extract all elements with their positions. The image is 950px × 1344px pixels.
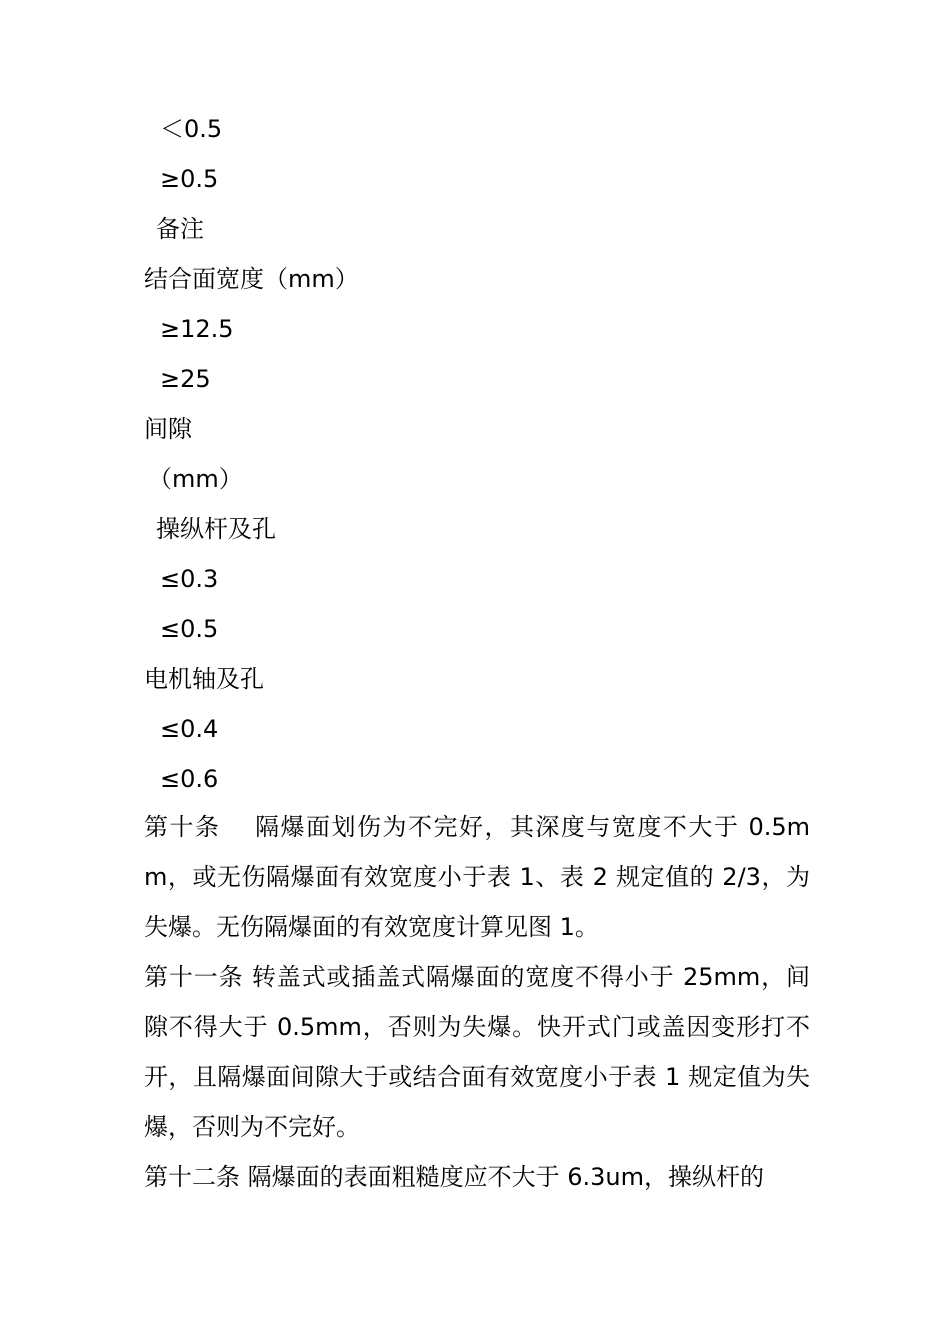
table-cell-motor-shaft: 电机轴及孔	[144, 665, 264, 693]
table-cell-remark: 备注	[156, 215, 204, 243]
article-12-paragraph: 第十二条 隔爆面的表面粗糙度应不大于 6.3um，操纵杆的	[144, 1163, 765, 1191]
table-cell-joint-width: 结合面宽度（mm）	[144, 265, 359, 293]
article-10-paragraph: 第十条 隔爆面划伤为不完好，其深度与宽度不大于 0.5mm，或无伤隔爆面有效宽度小于表 1、表 2 规定值的 2/3，为失爆。无伤隔爆面的有效宽度计算见图 1。	[144, 813, 810, 941]
table-cell-ge-0-5: ≥0.5	[160, 165, 219, 193]
table-cell-lt-0-5: ＜0.5	[160, 115, 223, 143]
table-cell-le-0-6: ≤0.6	[160, 765, 219, 793]
table-cell-le-0-5: ≤0.5	[160, 615, 219, 643]
table-cell-le-0-4: ≤0.4	[160, 715, 219, 743]
table-cell-gap-unit: （mm）	[148, 465, 243, 493]
table-cell-gap: 间隙	[144, 415, 192, 443]
article-11-paragraph: 第十一条 转盖式或插盖式隔爆面的宽度不得小于 25mm，间隙不得大于 0.5mm，否则为失爆。快开式门或盖因变形打不开，且隔爆面间隙大于或结合面有效宽度小于表 1 规定值为失爆，否则为不完好。	[144, 963, 810, 1141]
table-cell-ge-25: ≥25	[160, 365, 211, 393]
table-cell-le-0-3: ≤0.3	[160, 565, 219, 593]
table-cell-ge-12-5: ≥12.5	[160, 315, 234, 343]
table-cell-lever-hole: 操纵杆及孔	[156, 515, 276, 543]
